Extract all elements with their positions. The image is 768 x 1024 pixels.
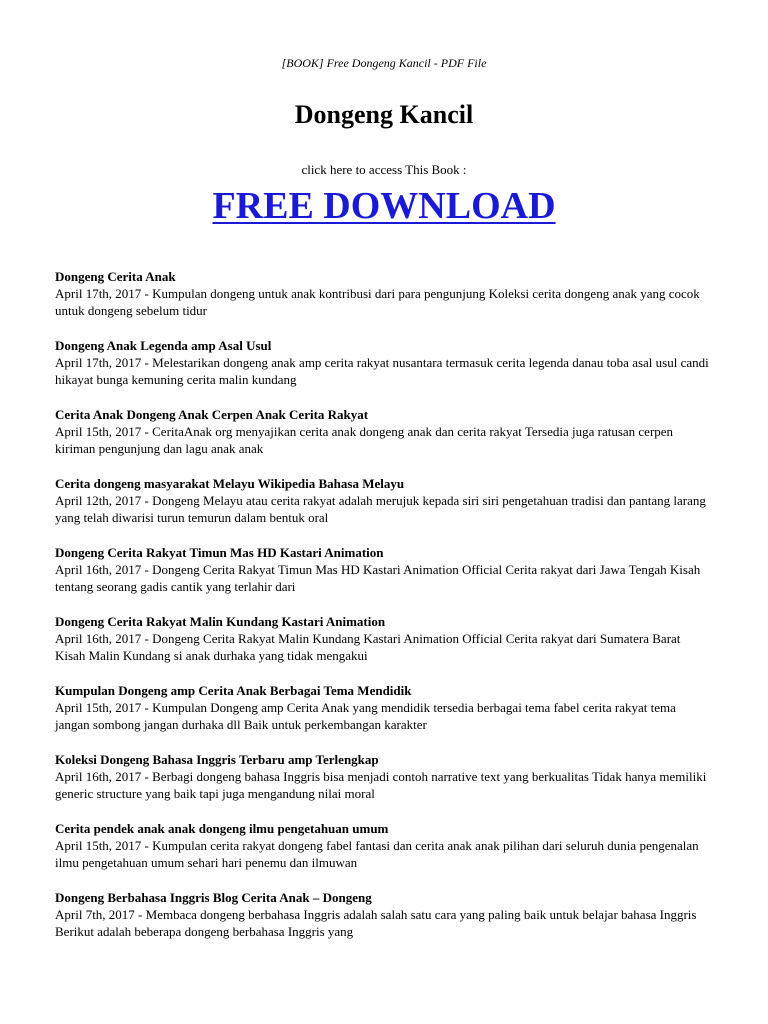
entry-title: Koleksi Dongeng Bahasa Inggris Terbaru amp Terlengkap [55,752,379,767]
entry-body: April 16th, 2017 - Berbagi dongeng bahasa Inggris bisa menjadi contoh narrative text yang berkualitas Tidak hanya memiliki generic structure yang baik tapi juga mengandung nilai moral [55,769,707,801]
entry-body: April 16th, 2017 - Dongeng Cerita Rakyat Malin Kundang Kastari Animation Official Cerita rakyat dari Sumatera Barat Kisah Malin Kundang si anak durhaka yang tidak mengakui [55,631,681,663]
entry-title: Cerita pendek anak anak dongeng ilmu pengetahuan umum [55,821,389,836]
entry-title: Dongeng Cerita Rakyat Malin Kundang Kastari Animation [55,614,386,629]
entry-body: April 15th, 2017 - Kumpulan cerita rakyat dongeng fabel fantasi dan cerita anak anak pilihan dari seluruh dunia pengenalan ilmu pengetahuan umum sehari hari penemu dan ilmuwan [55,838,699,870]
list-item [55,268,713,319]
entry-title: Cerita dongeng masyarakat Melayu Wikipedia Bahasa Melayu [55,476,405,491]
access-text: click here to access This Book : [301,162,467,177]
list-item [55,544,713,595]
download-link-container [55,182,713,238]
list-item [55,337,713,388]
list-item [55,406,713,457]
document-title: Dongeng Kancil [294,100,474,129]
entry-body: April 17th, 2017 - Kumpulan dongeng untuk anak kontribusi dari para pengunjung Koleksi cerita dongeng anak yang cocok untuk dongeng sebelum tidur [55,286,700,318]
free-download-link[interactable]: FREE DOWNLOAD [212,185,556,227]
entry-title: Dongeng Anak Legenda amp Asal Usul [55,338,272,353]
list-item [55,889,713,940]
header-line: [BOOK] Free Dongeng Kancil - PDF File [281,56,487,70]
entries-list [55,268,713,940]
entry-title: Dongeng Cerita Rakyat Timun Mas HD Kastari Animation [55,545,384,560]
entry-title: Dongeng Cerita Anak [55,269,176,284]
entry-body: April 15th, 2017 - CeritaAnak org menyajikan cerita anak dongeng anak dan cerita rakyat Tersedia juga ratusan cerpen kiriman pengunjung dan lagu anak anak [55,424,674,456]
entry-body: April 12th, 2017 - Dongeng Melayu atau cerita rakyat adalah merujuk kepada siri siri pengetahuan tradisi dan pantang larang yang telah diwarisi turun temurun dalam bentuk oral [55,493,706,525]
entry-title: Cerita Anak Dongeng Anak Cerpen Anak Cerita Rakyat [55,407,369,422]
entry-title: Kumpulan Dongeng amp Cerita Anak Berbagai Tema Mendidik [55,683,412,698]
entry-body: April 15th, 2017 - Kumpulan Dongeng amp Cerita Anak yang mendidik tersedia berbagai tema fabel cerita rakyat tema jangan sombong jangan durhaka dll Baik untuk perkembangan karakter [55,700,676,732]
list-item [55,682,713,733]
entry-body: April 7th, 2017 - Membaca dongeng berbahasa Inggris adalah salah satu cara yang paling baik untuk belajar bahasa Inggris Berikut adalah beberapa dongeng berbahasa Inggris yang [55,907,697,939]
list-item [55,475,713,526]
list-item [55,613,713,664]
list-item [55,751,713,802]
entry-body: April 16th, 2017 - Dongeng Cerita Rakyat Timun Mas HD Kastari Animation Official Cerita rakyat dari Jawa Tengah Kisah tentang seorang gadis cantik yang terlahir dari [55,562,701,594]
entry-body: April 17th, 2017 - Melestarikan dongeng anak amp cerita rakyat nusantara termasuk cerita legenda danau toba asal usul candi hikayat bunga kemuning cerita malin kundang [55,355,709,387]
list-item [55,820,713,871]
entry-title: Dongeng Berbahasa Inggris Blog Cerita Anak – Dongeng [55,890,372,905]
